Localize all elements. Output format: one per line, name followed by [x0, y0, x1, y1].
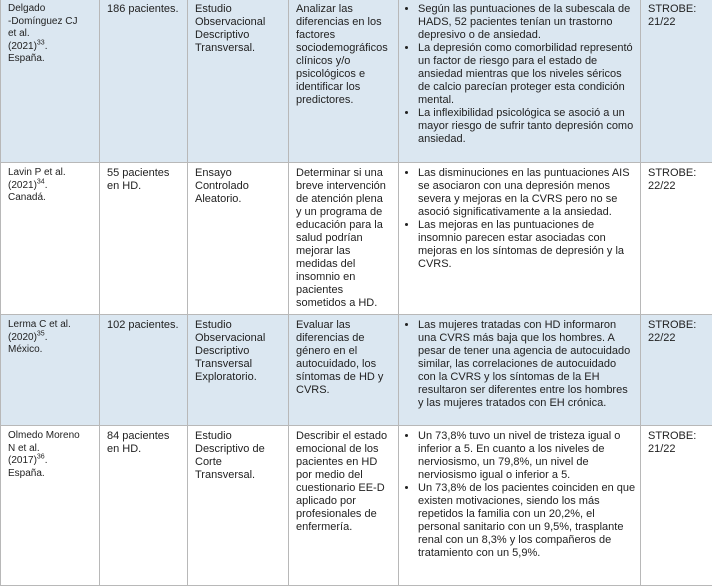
- quality-cell: STROBE: 21/22: [641, 426, 712, 586]
- publication-year: (2021): [8, 180, 37, 191]
- author-name: Lerma C et al.: [8, 319, 92, 332]
- author-cell: Lerma C et al. $(2020)^{35}$. México.: [1, 315, 100, 426]
- list-item: • La depresión como comorbilidad representó un factor de riesgo para el estado de ansiedad mientras que los niveles séricos de calcio parecían proteger esta condición mental.: [418, 42, 636, 107]
- author-name: -Domínguez CJ: [8, 16, 92, 29]
- reference-number: 35: [37, 330, 45, 337]
- list-item: • Las mejoras en las puntuaciones de insomnio parecen estar asociadas con mejoras en los síntomas de depresión y la CVRS.: [418, 219, 636, 271]
- design-cell: Estudio Descriptivo de Corte Transversal.: [188, 426, 289, 586]
- publication-year: (2021): [8, 41, 37, 52]
- objective-cell: Determinar si una breve intervención de atención plena y un programa de educación para la salud podrían mejorar las medidas del insomnio en pacientes sometidos a HD.: [289, 163, 399, 315]
- author-cell: Lavin P et al. $(2021)^{34}$. Canadá.: [1, 163, 100, 315]
- results-cell: [399, 163, 641, 315]
- design-cell: Ensayo Controlado Aleatorio.: [188, 163, 289, 315]
- design-cell: Estudio Observacional Descriptivo Transversal.: [188, 0, 289, 163]
- reference-number: 33: [37, 39, 45, 46]
- author-name: Lavin P et al.: [8, 167, 92, 180]
- sample-cell: 102 pacientes.: [100, 315, 188, 426]
- author-cell: Olmedo Moreno N et al. $(2017)^{36}$. España.: [1, 426, 100, 586]
- publication-year: (2020): [8, 332, 37, 343]
- author-name: et al.: [8, 28, 92, 41]
- results-cell: [399, 426, 641, 586]
- author-name: N et al.: [8, 443, 92, 456]
- sample-cell: 84 pacientes en HD.: [100, 426, 188, 586]
- table-row: [1, 163, 712, 315]
- objective-cell: Analizar las diferencias en los factores sociodemográficos clínicos y/o psicológicos e identificar los predictores.: [289, 0, 399, 163]
- country: España.: [8, 468, 92, 481]
- table-row: [1, 0, 712, 163]
- list-item: • Según las puntuaciones de la subescala de HADS, 52 pacientes tenían un trastorno depresivo o de ansiedad.: [418, 3, 636, 42]
- country: México.: [8, 344, 92, 357]
- list-item: • Las mujeres tratadas con HD informaron una CVRS más baja que los hombres. A pesar de tener una agencia de autocuidado similar, las correlaciones de autocuidado con la CVRS y los síntomas de la EH resultaron ser diferentes entre los hombres y las mujeres tratados con EH crónica.: [418, 319, 636, 410]
- list-item: • Un 73,8% de los pacientes coinciden en que existen motivaciones, siendo los más repetidos la familia con un 20,2%, el personal sanitario con un 9,5%, trasplante renal con un 8,3% y los compañeros de tratamiento con un 5,9%.: [418, 482, 636, 560]
- reference-number: 34: [37, 178, 45, 185]
- results-cell: [399, 315, 641, 426]
- author-name: Olmedo Moreno: [8, 430, 92, 443]
- publication-year: (2017): [8, 455, 37, 466]
- quality-cell: STROBE: 21/22: [641, 0, 712, 163]
- objective-cell: Evaluar las diferencias de género en el autocuidado, los síntomas de HD y CVRS.: [289, 315, 399, 426]
- quality-cell: STROBE: 22/22: [641, 315, 712, 426]
- table-row: [1, 426, 712, 586]
- author-name: Delgado: [8, 3, 92, 16]
- sample-cell: 186 pacientes.: [100, 0, 188, 163]
- list-item: • Las disminuciones en las puntuaciones AIS se asociaron con una depresión menos severa y mejoras en la CVRS pero no se asoció significativamente a la ansiedad.: [418, 167, 636, 219]
- sample-cell: 55 pacientes en HD.: [100, 163, 188, 315]
- objective-cell: Describir el estado emocional de los pacientes en HD por medio del cuestionario EE-D aplicado por profesionales de enfermería.: [289, 426, 399, 586]
- country: Canadá.: [8, 192, 92, 205]
- design-cell: Estudio Observacional Descriptivo Transversal Exploratorio.: [188, 315, 289, 426]
- list-item: • Un 73,8% tuvo un nivel de tristeza igual o inferior a 5. En cuanto a los niveles de nerviosismo, un 79,8%, un nivel de nerviosismo igual o inferior a 5.: [418, 430, 636, 482]
- country: España.: [8, 53, 92, 66]
- results-cell: [399, 0, 641, 163]
- table-row: [1, 315, 712, 426]
- reference-number: 36: [37, 454, 45, 461]
- list-item: • La inflexibilidad psicológica se asoció a un mayor riesgo de sufrir tanto depresión como ansiedad.: [418, 107, 636, 146]
- quality-cell: STROBE: 22/22: [641, 163, 712, 315]
- author-cell: Delgado -Domínguez CJ et al. $(2021)^{33}$. España.: [1, 0, 100, 163]
